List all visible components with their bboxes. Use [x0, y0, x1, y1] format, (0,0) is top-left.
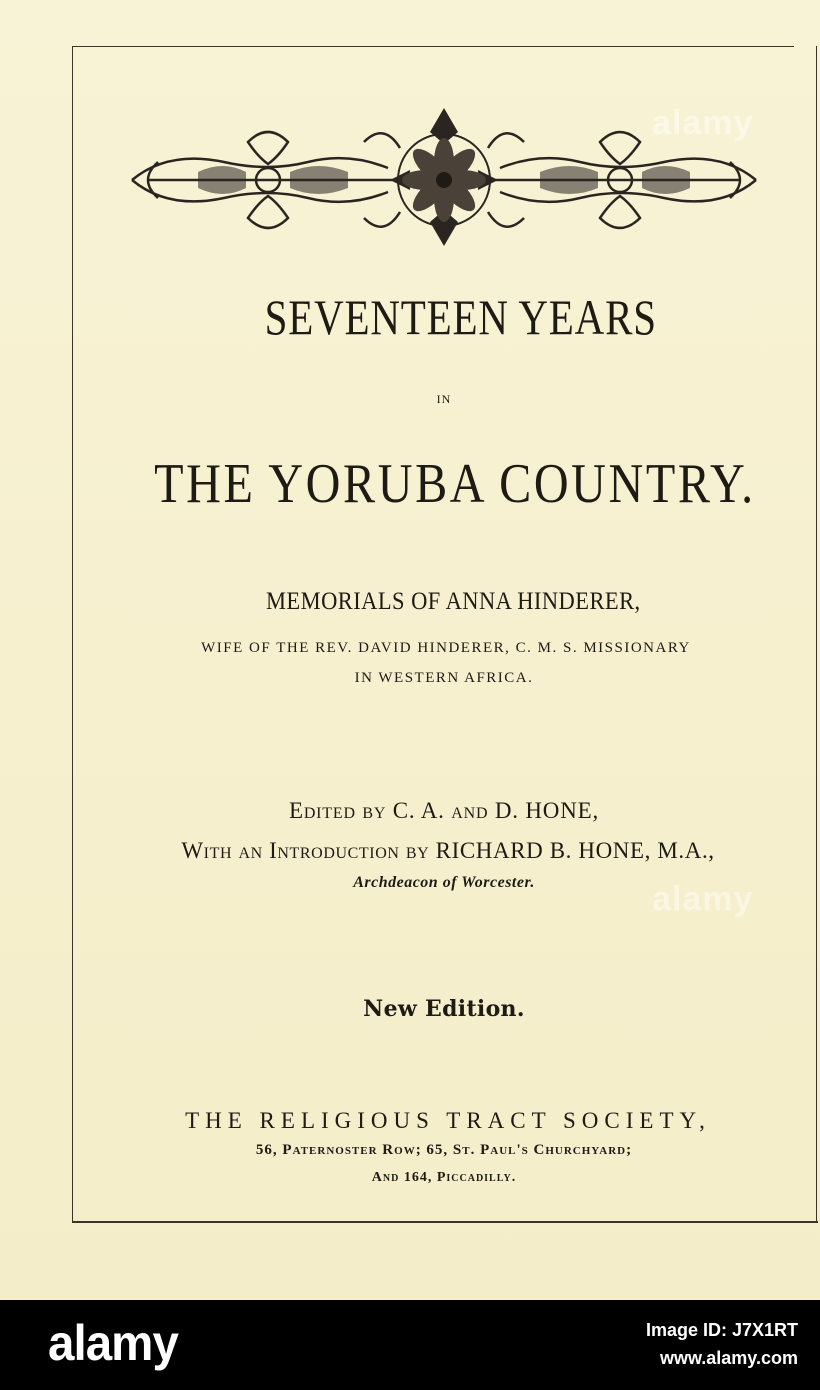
editors-prefix: Edited by [288, 798, 387, 823]
editors-names: C. A. [392, 798, 445, 823]
subtitle-line-2: WIFE OF THE REV. DAVID HINDERER, C. M. S. MISSIONARY [201, 640, 691, 656]
watermark-top: alamy [652, 104, 754, 142]
stock-photo-footer [0, 1300, 820, 1390]
editors-names-2: D. HONE, [494, 798, 600, 823]
frame-rule-left [72, 46, 73, 1222]
introduction-line [118, 838, 778, 864]
frame-rule-bottom [72, 1221, 818, 1223]
editors-and: and [451, 798, 489, 823]
watermark-bottom: alamy [652, 880, 754, 918]
introduction-author: RICHARD B. HONE, M.A., [435, 838, 715, 863]
subtitle-line-3: IN WESTERN AFRICA. [354, 670, 534, 686]
image-id-label: Image ID: J7X1RT [645, 1320, 798, 1340]
publisher-address-line-1: 56, Paternoster Row; 65, St. Paul's Churchyard; [255, 1142, 633, 1158]
publisher-address-line-2: And 164, Piccadilly. [371, 1170, 517, 1185]
publisher-name: THE RELIGIOUS TRACT SOCIETY, [185, 1108, 711, 1133]
book-title-line-2: THE YORUBA COUNTRY. [154, 453, 756, 515]
introduction-prefix: With an Introduction by [181, 838, 430, 863]
frame-rule-top [72, 46, 794, 47]
frame-rule-right [816, 46, 817, 1222]
editors-line [72, 798, 816, 824]
book-title-connector: IN [436, 392, 452, 406]
alamy-logo: alamy [48, 1315, 178, 1371]
book-title-line-1: SEVENTEEN YEARS [264, 289, 657, 345]
edition-label: New Edition. [363, 996, 525, 1022]
subtitle: MEMORIALS OF ANNA HINDERER, [265, 588, 641, 615]
introduction-author-role: Archdeacon of Worcester. [353, 874, 535, 891]
site-url: www.alamy.com [659, 1348, 798, 1368]
